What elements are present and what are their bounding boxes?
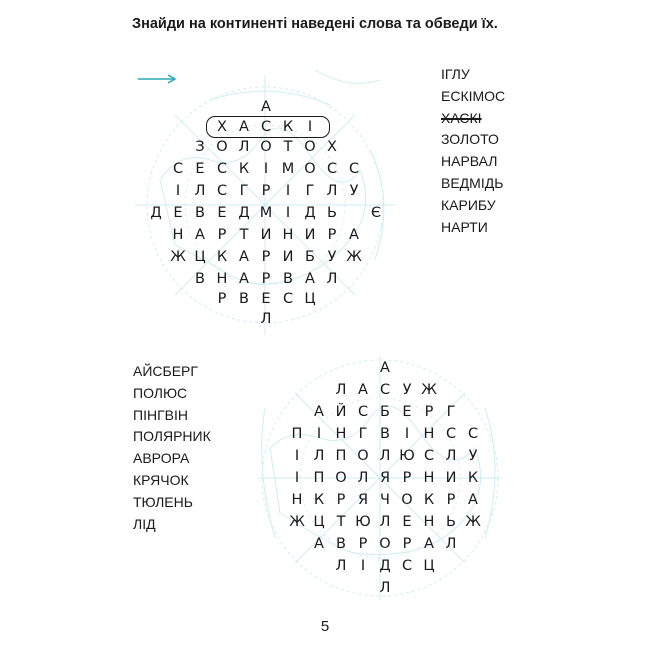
grid-cell[interactable]: Я	[379, 470, 391, 486]
word-item: ПІНГВІН	[133, 406, 188, 423]
grid-cell[interactable]: К	[216, 249, 228, 265]
grid-cell[interactable]: С	[467, 426, 479, 442]
word-item: АВРОРА	[133, 450, 190, 467]
grid-cell[interactable]: Л	[326, 271, 338, 287]
grid-cell[interactable]: В	[195, 205, 205, 221]
grid-cell[interactable]: І	[294, 470, 300, 486]
grid-cell[interactable]: И	[282, 249, 294, 265]
grid-cell[interactable]: О	[304, 139, 316, 155]
grid-cell[interactable]: А	[239, 119, 249, 135]
grid-cell[interactable]: І	[307, 119, 313, 135]
grid-cell[interactable]: А	[195, 227, 205, 243]
grid-cell[interactable]: Т	[283, 139, 293, 155]
word-item: ПОЛЯРНИК	[133, 428, 211, 445]
grid-cell[interactable]: И	[304, 227, 316, 243]
grid-cell[interactable]: А	[261, 99, 271, 115]
grid-cell[interactable]: Р	[402, 470, 412, 486]
grid-cell[interactable]: Л	[335, 558, 347, 574]
grid-row	[145, 202, 445, 224]
grid-row	[145, 308, 445, 330]
word-item: ЛІД	[133, 515, 156, 532]
grid-cell[interactable]: С	[326, 161, 338, 177]
grid-cell[interactable]: А	[305, 271, 315, 287]
grid-cell[interactable]: Г	[305, 183, 315, 199]
grid-cell[interactable]: А	[239, 271, 249, 287]
grid-cell[interactable]: У	[349, 183, 359, 199]
grid-cell[interactable]: У	[468, 448, 478, 464]
grid-cell[interactable]: Ж	[289, 514, 305, 530]
grid-cell[interactable]: Л	[313, 448, 325, 464]
grid-cell[interactable]: Н	[423, 470, 435, 486]
grid-cell[interactable]: О	[401, 492, 413, 508]
grid-cell[interactable]: І	[175, 183, 181, 199]
grid-row	[264, 555, 564, 577]
grid-cell[interactable]: Т	[239, 227, 249, 243]
grid-cell[interactable]: Е	[173, 205, 183, 221]
grid-row	[264, 423, 564, 445]
word-list-1	[441, 64, 505, 238]
grid-cell[interactable]: В	[195, 271, 205, 287]
word-item: ІГЛУ	[441, 66, 470, 82]
grid-cell[interactable]: Б	[380, 404, 390, 420]
grid-cell[interactable]: С	[357, 404, 369, 420]
grid-cell[interactable]: Ю	[399, 448, 415, 464]
grid-row	[145, 180, 445, 202]
grid-cell[interactable]: І	[316, 426, 322, 442]
grid-cell[interactable]: А	[314, 404, 324, 420]
grid-cell[interactable]: Ж	[346, 249, 362, 265]
grid-cell[interactable]: Р	[358, 536, 368, 552]
grid-cell[interactable]: Ю	[355, 514, 371, 530]
grid-row	[264, 511, 564, 533]
grid-cell[interactable]: Ц	[304, 291, 316, 307]
instruction: Знайди на континенті наведені слова та обведи їх.	[132, 16, 498, 32]
grid-cell[interactable]: Ь	[446, 514, 456, 530]
grid-cell[interactable]: І	[404, 426, 410, 442]
grid-cell[interactable]: Д	[379, 558, 391, 574]
grid-cell[interactable]: Г	[358, 426, 368, 442]
grid-cell[interactable]: С	[260, 119, 272, 135]
grid-cell[interactable]: Л	[238, 139, 250, 155]
grid-cell[interactable]: Р	[217, 291, 227, 307]
grid-cell[interactable]: Д	[150, 205, 162, 221]
grid-cell[interactable]: С	[401, 558, 413, 574]
grid-cell[interactable]: К	[282, 119, 294, 135]
grid-row	[145, 96, 445, 118]
grid-cell[interactable]: Р	[261, 183, 271, 199]
grid-cell[interactable]: Л	[194, 183, 206, 199]
grid-cell[interactable]: Р	[402, 536, 412, 552]
grid-cell[interactable]: Р	[261, 271, 271, 287]
grid-cell[interactable]: В	[380, 426, 390, 442]
grid-cell[interactable]: Л	[379, 514, 391, 530]
grid-cell[interactable]: О	[304, 161, 316, 177]
grid-cell[interactable]: О	[357, 448, 369, 464]
grid-row	[264, 467, 564, 489]
grid-cell[interactable]: А	[468, 492, 478, 508]
grid-cell[interactable]: А	[358, 382, 368, 398]
grid-row	[145, 224, 445, 246]
word-item: ЕСКІМОС	[441, 87, 506, 104]
grid-cell[interactable]: В	[239, 291, 249, 307]
grid-cell[interactable]: О	[216, 139, 228, 155]
grid-cell[interactable]: С	[445, 426, 457, 442]
grid-cell[interactable]: Л	[326, 183, 338, 199]
grid-cell[interactable]: Й	[335, 404, 347, 420]
grid-cell[interactable]: С	[423, 448, 435, 464]
grid-cell[interactable]: Л	[335, 382, 347, 398]
grid-row	[145, 116, 445, 138]
grid-cell[interactable]: Е	[402, 404, 412, 420]
grid-cell[interactable]: А	[239, 249, 249, 265]
grid-cell[interactable]: Х	[327, 139, 337, 155]
word-item: ЗОЛОТО	[441, 131, 499, 148]
grid-cell[interactable]: В	[336, 536, 346, 552]
grid-cell[interactable]: Д	[304, 205, 316, 221]
grid-cell[interactable]: Р	[217, 227, 227, 243]
grid-row	[264, 489, 564, 511]
grid-cell[interactable]: О	[260, 139, 272, 155]
grid-cell[interactable]: Р	[336, 492, 346, 508]
grid-cell[interactable]: Л	[445, 536, 457, 552]
grid-cell[interactable]: Г	[446, 404, 456, 420]
grid-row	[145, 246, 445, 268]
grid-cell[interactable]: Л	[379, 580, 391, 596]
grid-cell[interactable]: Ц	[313, 514, 325, 530]
grid-row	[264, 577, 564, 599]
grid-cell[interactable]: Д	[238, 205, 250, 221]
grid-cell[interactable]: І	[360, 558, 366, 574]
grid-cell[interactable]: Л	[379, 448, 391, 464]
grid-cell[interactable]: Н	[423, 426, 435, 442]
grid-cell[interactable]: У	[327, 249, 337, 265]
grid-row	[264, 445, 564, 467]
grid-cell[interactable]: К	[313, 492, 325, 508]
grid-cell[interactable]: У	[402, 382, 412, 398]
word-item: АЙСБЕРГ	[133, 363, 198, 379]
grid-cell[interactable]: П	[313, 470, 325, 486]
grid-cell[interactable]: Т	[336, 514, 346, 530]
grid-cell[interactable]: І	[285, 183, 291, 199]
grid-cell[interactable]: Я	[357, 492, 369, 508]
grid-row	[264, 401, 564, 423]
word-item: ВЕДМІДЬ	[441, 174, 504, 191]
word-list-2	[133, 361, 211, 535]
grid-cell[interactable]: А	[380, 360, 390, 376]
grid-cell[interactable]: Л	[445, 448, 457, 464]
grid-cell[interactable]: С	[379, 382, 391, 398]
grid-cell[interactable]: Р	[327, 227, 337, 243]
word-item: ТЮЛЕНЬ	[133, 493, 193, 510]
grid-cell[interactable]: Б	[305, 249, 315, 265]
grid-cell[interactable]: Р	[424, 404, 434, 420]
grid-cell[interactable]: О	[379, 536, 391, 552]
grid-cell[interactable]: Ж	[421, 382, 437, 398]
grid-cell[interactable]: Ь	[327, 205, 337, 221]
grid-cell[interactable]: Р	[261, 249, 271, 265]
word-item: НАРТИ	[441, 218, 488, 235]
word-item: НАРВАЛ	[441, 153, 498, 170]
grid-cell[interactable]: Є	[370, 205, 382, 221]
grid-cell[interactable]: І	[285, 205, 291, 221]
grid-cell[interactable]: Е	[217, 205, 227, 221]
grid-cell[interactable]: С	[172, 161, 184, 177]
grid-row	[145, 268, 445, 290]
grid-cell[interactable]: Л	[260, 311, 272, 327]
grid-cell[interactable]: Н	[335, 426, 347, 442]
grid-cell[interactable]: П	[291, 426, 303, 442]
grid-cell[interactable]: Л	[357, 470, 369, 486]
grid-row	[145, 136, 445, 158]
grid-cell[interactable]: Е	[261, 291, 271, 307]
grid-row	[264, 533, 564, 555]
word-item: КРЯЧОК	[133, 471, 189, 488]
grid-cell[interactable]: Ч	[380, 492, 390, 508]
grid-cell[interactable]: Н	[282, 227, 294, 243]
grid-cell[interactable]: И	[445, 470, 457, 486]
grid-cell[interactable]: Н	[172, 227, 184, 243]
grid-cell[interactable]: А	[424, 536, 434, 552]
grid-cell[interactable]: Х	[217, 119, 227, 135]
grid-cell[interactable]: Е	[402, 514, 412, 530]
word-item: ПОЛЮС	[133, 384, 188, 401]
word-item-crossed-out: ХАСКІ	[441, 109, 482, 126]
grid-cell[interactable]: Р	[446, 492, 456, 508]
grid-cell[interactable]: П	[335, 448, 347, 464]
page-number: 5	[320, 618, 330, 635]
grid-cell[interactable]: С	[282, 291, 294, 307]
grid-cell[interactable]: І	[263, 161, 269, 177]
grid-cell[interactable]: В	[283, 271, 293, 287]
grid-cell[interactable]: А	[349, 227, 359, 243]
grid-cell[interactable]: М	[281, 161, 295, 177]
grid-cell[interactable]: Ж	[465, 514, 481, 530]
grid-row	[145, 158, 445, 180]
grid-cell[interactable]: С	[216, 183, 228, 199]
grid-cell[interactable]: Н	[216, 271, 228, 287]
grid-cell[interactable]: Ц	[423, 558, 435, 574]
grid-cell[interactable]: С	[348, 161, 360, 177]
grid-cell[interactable]: Ц	[194, 249, 206, 265]
grid-row	[264, 379, 564, 401]
word-item: КАРИБУ	[441, 196, 496, 213]
grid-cell[interactable]: А	[314, 536, 324, 552]
grid-cell[interactable]: Г	[239, 183, 249, 199]
grid-row	[264, 357, 564, 379]
grid-row	[145, 288, 445, 310]
grid-cell[interactable]: С	[216, 161, 228, 177]
grid-cell[interactable]: Н	[291, 492, 303, 508]
grid-cell[interactable]: Н	[423, 514, 435, 530]
grid-cell[interactable]: М	[259, 205, 273, 221]
grid-cell[interactable]: К	[467, 470, 479, 486]
grid-cell[interactable]: Е	[195, 161, 205, 177]
grid-cell[interactable]: З	[195, 139, 205, 155]
grid-cell[interactable]: І	[294, 448, 300, 464]
grid-cell[interactable]: К	[238, 161, 250, 177]
grid-cell[interactable]: И	[260, 227, 272, 243]
grid-cell[interactable]: О	[335, 470, 347, 486]
grid-cell[interactable]: К	[423, 492, 435, 508]
grid-cell[interactable]: Ж	[170, 249, 186, 265]
